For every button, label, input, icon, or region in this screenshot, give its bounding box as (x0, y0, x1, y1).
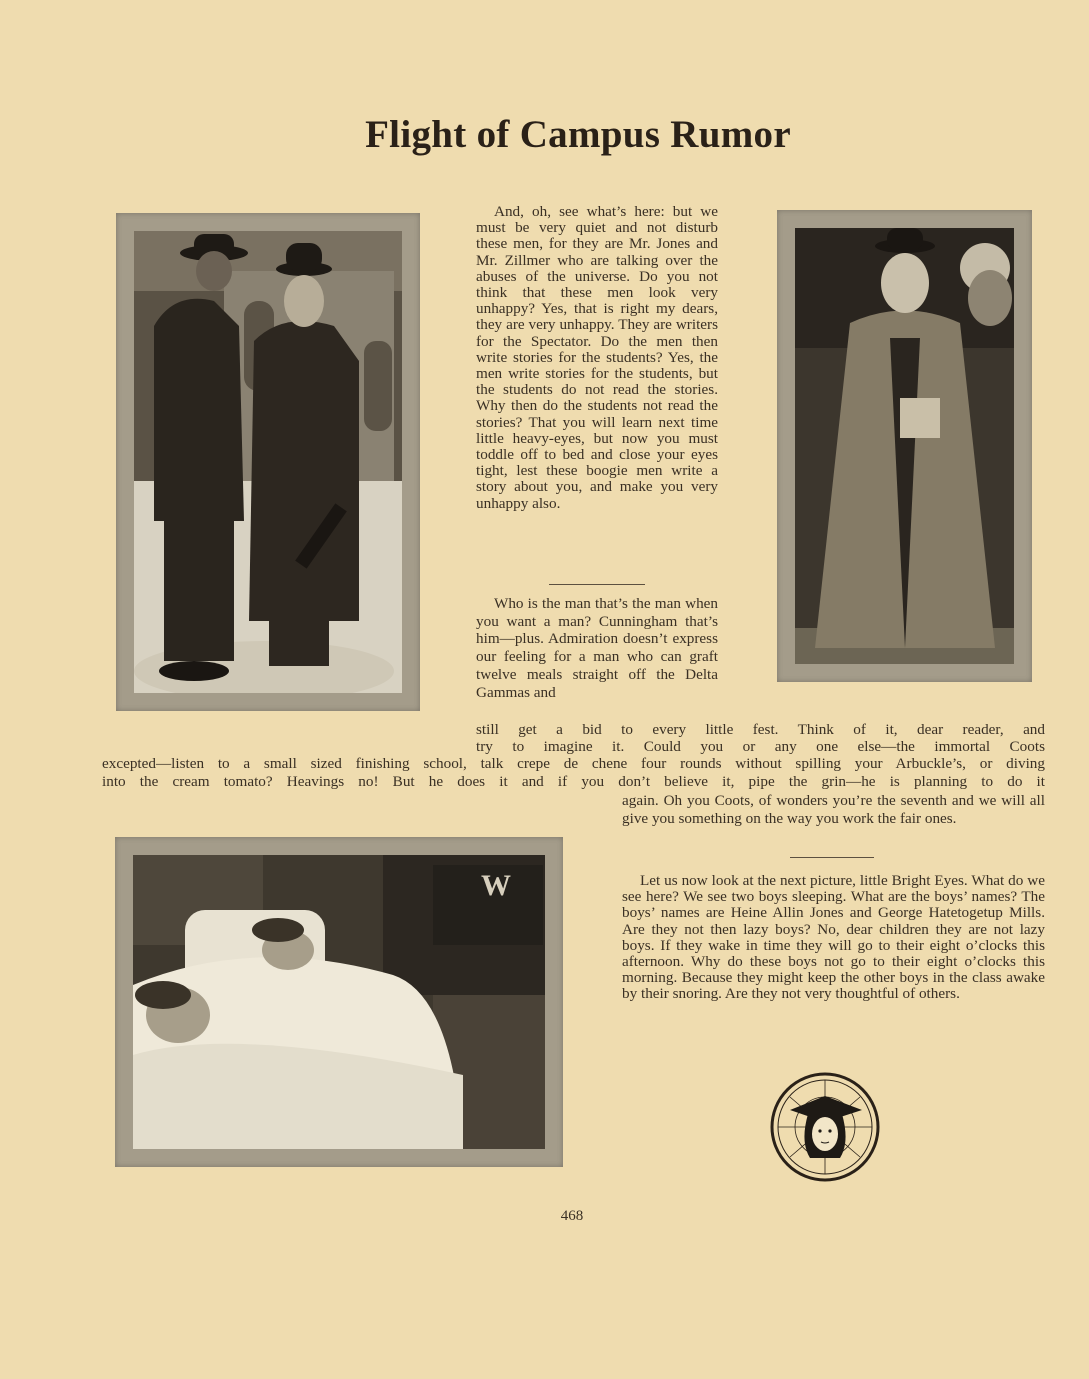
pennant-letter: W (481, 869, 511, 902)
article-paragraph-1: And, oh, see what’s here: but we must be very quiet and not disturb these men, for they are Mr. Jones and Mr. Zillmer who are talking over the abuses of the universe. Do you not think that these men look very unhappy? Yes, that is right my dears, they are very unhappy. They are writers for the Spectator. Do the men then write stories for the students? Yes, the men write stories for the students, but the students do not read the stories. Why then do the students not read the stories? That you will learn next time little heavy-eyes, but now you must toddle off to bed and close your eyes tight, lest these boogie men write a story about you, and make you very unhappy also. (476, 203, 718, 512)
page-number: 468 (560, 1208, 584, 1224)
photo-top-right (777, 210, 1032, 682)
article-line: still get a bid to every little fest. Think of it, dear reader, and (476, 721, 1045, 738)
article-column-1 (476, 204, 718, 512)
photo-bottom-left (115, 837, 563, 1167)
article-paragraph-2-end (622, 792, 1045, 827)
divider-rule (790, 857, 874, 858)
sleeping-boys-photo (133, 855, 545, 1149)
article-paragraph-2: Who is the man that’s the man when you want a man? Cunningham that’s him—plus. Admiration doesn’t express our feeling for a man who can graft twelve meals straight off the Delta Gammas and (476, 595, 718, 701)
article-line: into the cream tomato? Heavings no! But he does it and if you don’t believe it, pipe the grin—he is planning to do it (102, 773, 1045, 790)
article-line: excepted—listen to a small sized finishing school, talk crepe de chene four rounds without spilling your Arbuckle’s, or diving (102, 755, 1045, 772)
page-title: Flight of Campus Rumor (365, 113, 791, 156)
article-paragraph-2-end-text: again. Oh you Coots, of wonders you’re the seventh and we will all give you something on the way you work the fair ones. (622, 792, 1045, 827)
divider-rule (549, 584, 645, 585)
article-paragraph-3: Let us now look at the next picture, little Bright Eyes. What do we see here? We see two boys sleeping. What are the boys’ names? The boys’ names are Heine Allin Jones and George Hatetogetup Mills. Are they not then lazy boys? No, dear children they are not lazy boys. If they wake in time they will go to their eight o’clocks this afternoon. Why do these boys not go to their eight o’clocks this morning. Because they might keep the other boys in the class awake by their snoring. Are they not very thoughtful of others. (622, 872, 1045, 1003)
article-line: try to imagine it. Could you or any one else—the immortal Coots (476, 738, 1045, 755)
graduate-seal-emblem (770, 1072, 880, 1182)
photo-top-left (116, 213, 420, 711)
article-column-2 (476, 595, 718, 701)
man-in-overcoat-photo (795, 228, 1014, 664)
article-column-3 (622, 873, 1045, 1003)
two-men-photo (134, 231, 402, 693)
